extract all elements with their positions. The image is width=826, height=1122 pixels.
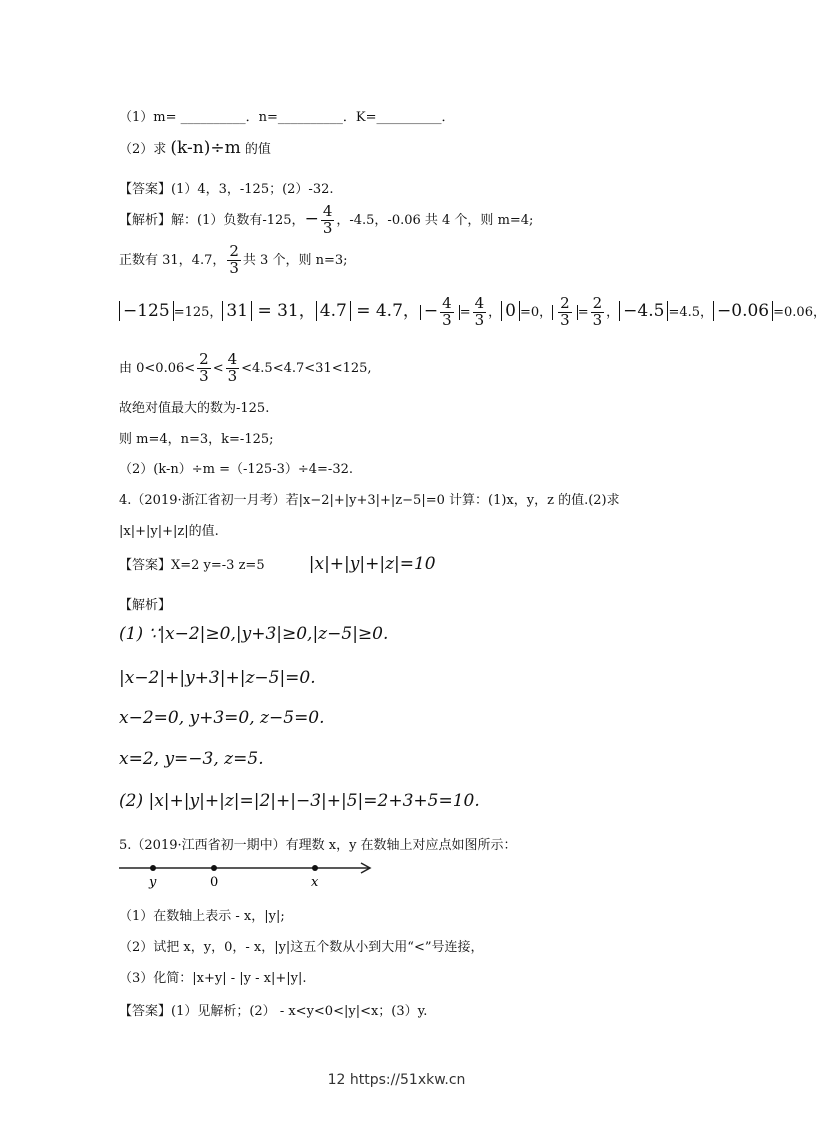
abs-0: 0 xyxy=(501,301,520,321)
q5-answer: 【答案】(1）见解析；(2） - x<y<0<|y|<x；(3）y. xyxy=(119,1004,428,1019)
q1-exp-label: 【解析】解：(1）负数有-125， xyxy=(119,212,305,228)
abs-eq6: = xyxy=(577,305,589,320)
q4-title: 4.（2019·浙江省初一月考）若|x−2|+|y+3|+|z−5|=0 计算：(1)x，y，z 的值.(2)求 xyxy=(119,493,620,508)
label-zero: 0 xyxy=(210,875,219,890)
order-frac-2-3: $\frac{2}{3}$ xyxy=(199,350,209,385)
q1-part2-label: （2）求 xyxy=(119,142,167,157)
point-x xyxy=(312,865,318,871)
abs-neg43: − $\frac{4}{3}$ xyxy=(420,305,460,320)
q1-explanation-negatives xyxy=(119,204,533,237)
abs-eq7: =4.5， xyxy=(668,305,714,320)
abs-neg125: −125 xyxy=(119,301,174,321)
q1-then: 则 m=4，n=3，k=-125; xyxy=(119,432,274,447)
page-footer: 12 https://51xkw.cn xyxy=(327,1072,466,1088)
q4-step2: |x−2|+|y+3|+|z−5|=0. xyxy=(119,668,316,688)
q1-pos-b: 共 3 个，则 n=3; xyxy=(242,252,348,268)
point-zero xyxy=(211,865,217,871)
fraction-2-3b: $\frac{2}{3}$ xyxy=(592,294,603,329)
order-c: <4.5<4.7<31<125, xyxy=(241,360,372,376)
abs-eq1: =125， xyxy=(173,305,223,320)
order-a: 由 0<0.06< xyxy=(119,360,196,376)
q4-exp-label: 【解析】 xyxy=(119,598,172,613)
order-b: < xyxy=(212,360,224,376)
q1-explanation-positives xyxy=(119,244,348,277)
abs-31: 31 xyxy=(222,301,252,321)
abs-eq5: =0， xyxy=(519,305,553,320)
q4-step1: (1) ∵|x−2|≥0,|y+3|≥0,|z−5|≥0. xyxy=(119,624,389,644)
abs-eq3: = 4.7， xyxy=(350,301,420,321)
q4-step3: x−2=0, y+3=0, z−5=0. xyxy=(119,708,325,728)
q4-answer-label: 【答案】X=2 y=-3 z=5 xyxy=(119,558,265,573)
q5-part2: （2）试把 x，y，0，- x，|y|这五个数从小到大用“<”号连接， xyxy=(119,940,484,955)
q1-part2 xyxy=(119,138,271,158)
q1-abs-line xyxy=(119,296,826,329)
abs-neg006: −0.06 xyxy=(713,301,773,321)
q1-part2-tail: 的值 xyxy=(244,142,271,157)
q1-pos-a: 正数有 31，4.7， xyxy=(119,252,226,268)
q1-order xyxy=(119,352,372,385)
q5-part1: （1）在数轴上表示 - x，|y|; xyxy=(119,909,285,924)
comma6: ， xyxy=(606,305,620,320)
q1-exp-tail: ，-4.5，-0.06 共 4 个，则 m=4; xyxy=(336,212,534,228)
q4-title2: |x|+|y|+|z|的值. xyxy=(119,524,219,539)
q4-step5: (2) |x|+|y|+|z|=|2|+|−3|+|5|=2+3+5=10. xyxy=(119,791,480,811)
label-y: y xyxy=(149,875,157,890)
abs-47: 4.7 xyxy=(316,301,351,321)
comma4: ， xyxy=(488,305,502,320)
q1-max-abs: 故绝对值最大的数为-125. xyxy=(119,401,270,416)
order-frac-4-3: $\frac{4}{3}$ xyxy=(227,350,238,385)
q1-calc: （2）(k-n）÷m =（-125-3）÷4=-32. xyxy=(119,462,353,477)
abs-neg45: −4.5 xyxy=(619,301,668,321)
q1-answer: 【答案】(1）4，3，-125；(2）-32. xyxy=(119,182,334,197)
q4-answer xyxy=(119,554,436,574)
abs-eq2: = 31， xyxy=(252,301,316,321)
q5-part3: （3）化简：|x+y| - |y - x|+|y|. xyxy=(119,971,307,986)
q4-answer-math: |x|+|y|+|z|=10 xyxy=(308,554,436,574)
fraction-2-3: $\frac{2}{3}$ xyxy=(229,242,239,277)
label-x: x xyxy=(311,875,319,890)
number-line xyxy=(119,858,379,894)
point-y xyxy=(150,865,156,871)
fraction-4-3: $\frac{4}{3}$ xyxy=(322,202,333,237)
q4-step4: x=2, y=−3, z=5. xyxy=(119,749,264,769)
abs-23: $\frac{2}{3}$ xyxy=(552,305,578,320)
abs-eq8: =0.06， xyxy=(773,305,826,320)
q1-blanks: （1）m= __________．n=__________．K=__________． xyxy=(119,110,455,125)
neg-sign: − xyxy=(304,208,319,229)
q1-part2-expr: (k-n)÷m xyxy=(170,138,241,158)
abs-eq4: = xyxy=(459,305,471,320)
q5-title: 5.（2019·江西省初一期中）有理数 x，y 在数轴上对应点如图所示： xyxy=(119,838,517,853)
fraction-4-3b: $\frac{4}{3}$ xyxy=(474,294,485,329)
